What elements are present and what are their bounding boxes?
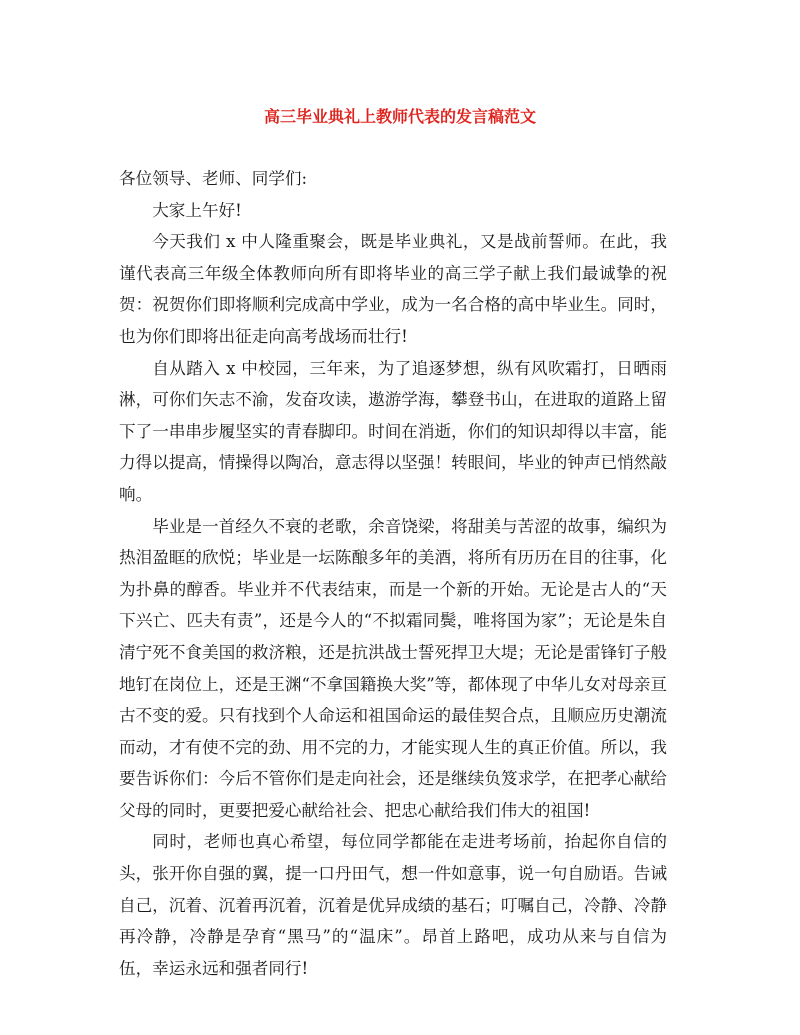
- paragraph-intro: 今天我们 x 中人隆重聚会，既是毕业典礼，又是战前誓师。在此，我谨代表高三年级全体教师向所有即将毕业的高三学子献上我们最诚挚的祝贺：祝贺你们即将顺利完成高中学业，成为一名合格的高中毕业生。同时，也为你们即将出征走向高考战场而壮行!: [119, 232, 667, 346]
- document-title: 高三毕业典礼上教师代表的发言稿范文: [263, 107, 536, 126]
- paragraph-three-years: 自从踏入 x 中校园，三年来，为了追逐梦想，纵有风吹霜打，日晒雨淋，可你们矢志不渝，发奋攻读，遨游学海，攀登书山，在进取的道路上留下了一串串步履坚实的青春脚印。时间在消逝，你们的知识却得以丰富，能力得以提高，情操得以陶冶，意志得以坚强！转眼间，毕业的钟声已悄然敲响。: [119, 358, 667, 504]
- paragraph-graduation: 毕业是一首经久不衰的老歌，余音饶梁，将甜美与苦涩的故事，编织为热泪盈眶的欣悦；毕业是一坛陈酿多年的美酒，将所有历历在目的往事，化为扑鼻的醇香。毕业并不代表结束，而是一个新的开始。无论是古人的“天下兴亡、匹夫有责”，还是今人的“不拟霜同鬓，唯将国为家”；无论是朱自清宁死不食美国的救济粮，还是抗洪战士誓死捍卫大堤；无论是雷锋钉子般地钉在岗位上，还是王渊“不拿国籍换大奖”等，都体现了中华儿女对母亲亘古不变的爱。只有找到个人命运和祖国命运的最佳契合点，且顺应历史潮流而动，才有使不完的劲、用不完的力，才能实现人生的真正价值。所以，我要告诉你们：今后不管你们是走向社会，还是继续负笈求学，在把孝心献给父母的同时，更要把爱心献给社会、把忠心献给我们伟大的祖国!: [119, 516, 667, 820]
- paragraph-wishes: 同时，老师也真心希望，每位同学都能在走进考场前，抬起你自信的头，张开你自强的翼，提一口丹田气，想一件如意事，说一句自励语。告诫自己，沉着、沉着再沉着，沉着是优异成绩的基石；叮嘱自己，冷静、冷静再冷静，冷静是孕育“黑马”的“温床”。昂首上路吧，成功从来与自信为伍，幸运永远和强者同行!: [119, 832, 667, 978]
- paragraph-greeting: 大家上午好!: [152, 200, 242, 220]
- document-body: [119, 163, 667, 984]
- salutation: 各位领导、老师、同学们:: [119, 169, 308, 188]
